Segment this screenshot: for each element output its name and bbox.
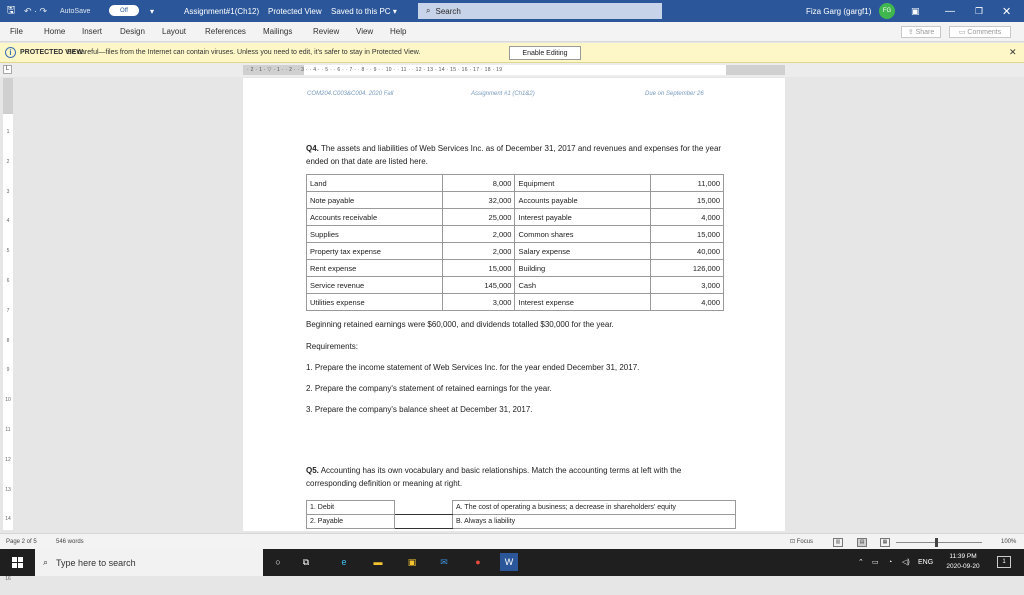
- comments-button[interactable]: [949, 26, 1011, 38]
- tab-references[interactable]: References: [205, 27, 246, 36]
- clock-time: 11:39 PM: [949, 553, 977, 560]
- account-name: Building: [515, 260, 651, 277]
- ruler-tick-label: 13: [5, 486, 11, 493]
- tab-mailings[interactable]: Mailings: [263, 27, 293, 36]
- account-amount: 32,000: [442, 192, 515, 209]
- tab-view[interactable]: View: [356, 27, 374, 36]
- protected-view-label: Protected View: [268, 6, 322, 16]
- answer-blank: [395, 501, 453, 515]
- vertical-ruler-ticks: [3, 118, 13, 595]
- zoom-slider-thumb[interactable]: [935, 538, 938, 547]
- tab-design[interactable]: Design: [120, 27, 145, 36]
- tab-layout[interactable]: Layout: [162, 27, 187, 36]
- matching-definition: B. Always a liability: [453, 515, 736, 529]
- restore-icon[interactable]: ❐: [975, 5, 984, 16]
- share-label: Share: [915, 28, 935, 36]
- horizontal-ruler[interactable]: [243, 65, 785, 75]
- avatar[interactable]: FG: [879, 3, 895, 19]
- account-name: Property tax expense: [307, 243, 443, 260]
- title-bar: [0, 0, 1024, 22]
- account-amount: 25,000: [442, 209, 515, 226]
- account-name: Cash: [515, 277, 651, 294]
- tab-review[interactable]: Review: [313, 27, 340, 36]
- protected-view-message: Be careful—files from the Internet can contain viruses. Unless you need to edit, it's safer to stay in Protected View.: [67, 49, 421, 56]
- header-assignment: Assignment #1 (Ch1&2): [471, 91, 535, 97]
- word-count[interactable]: 546 words: [56, 539, 84, 545]
- ruler-tick-label: 6: [6, 277, 10, 284]
- table-row: [307, 260, 724, 277]
- header-course: COM204.C003&C004. 2020 Fall: [307, 91, 394, 97]
- ruler-tick-label: 8: [6, 337, 10, 344]
- account-name: Land: [307, 175, 443, 192]
- account-name: Common shares: [515, 226, 651, 243]
- ribbon-display-options-icon[interactable]: ▣: [911, 5, 920, 16]
- search-placeholder: Search: [435, 6, 461, 16]
- account-name: Accounts receivable: [307, 209, 443, 226]
- account-amount: 15,000: [651, 192, 724, 209]
- file-explorer-icon[interactable]: ▬: [373, 557, 383, 567]
- chrome-icon[interactable]: ●: [475, 557, 481, 567]
- focus-mode-button[interactable]: [790, 534, 813, 550]
- search-icon: ⌕: [426, 6, 431, 15]
- status-bar: [0, 533, 1024, 549]
- ruler-tick-label: 9: [6, 367, 10, 374]
- requirements-heading: Requirements:: [306, 342, 359, 351]
- table-row: [307, 175, 724, 192]
- account-amount: 8,000: [442, 175, 515, 192]
- account-amount: 145,000: [442, 277, 515, 294]
- page-count[interactable]: Page 2 of 5: [6, 539, 37, 545]
- account-name: Accounts payable: [515, 192, 651, 209]
- save-status-text: Saved to this PC: [331, 6, 391, 16]
- notifications-icon[interactable]: 1: [997, 556, 1011, 568]
- tray-chevron-icon[interactable]: ⌃: [858, 559, 864, 566]
- question-5-text: Accounting has its own vocabulary and basic relationships. Match the accounting terms at left with the corresponding definition or meaning at right.: [306, 466, 682, 488]
- customize-toolbar-icon[interactable]: ▾: [150, 6, 155, 16]
- save-icon[interactable]: 🖫: [6, 4, 16, 16]
- matching-term: 1. Debit: [307, 501, 395, 515]
- word-icon[interactable]: W: [500, 553, 518, 571]
- question-5-label: Q5.: [306, 466, 319, 475]
- enable-editing-button[interactable]: Enable Editing: [509, 46, 581, 60]
- ruler-tick-label: 1: [6, 129, 10, 135]
- account-amount: 15,000: [651, 226, 724, 243]
- tab-selector[interactable]: L: [3, 65, 12, 74]
- account-amount: 4,000: [651, 209, 724, 226]
- focus-label: Focus: [796, 539, 814, 545]
- requirement-item: 2. Prepare the company's statement of retained earnings for the year.: [306, 384, 552, 393]
- table-row: [307, 515, 736, 529]
- account-amount: 2,000: [442, 226, 515, 243]
- account-amount: 3,000: [651, 277, 724, 294]
- requirement-item: 1. Prepare the income statement of Web Services Inc. for the year ended December 31, 2017.: [306, 363, 640, 372]
- ruler-tick-label: 7: [6, 307, 10, 314]
- document-title: Assignment#1(Ch12): [184, 6, 260, 16]
- comment-icon: ▭: [958, 29, 966, 36]
- save-status[interactable]: Saved to this PC ▾: [331, 6, 397, 16]
- vertical-ruler[interactable]: [3, 78, 13, 582]
- print-layout-icon[interactable]: ▤: [857, 538, 867, 547]
- comments-label: Comments: [967, 28, 1002, 36]
- ruler-tick-label: 16: [5, 575, 11, 582]
- table-row: [307, 192, 724, 209]
- mail-icon[interactable]: ✉: [440, 556, 448, 567]
- search-box[interactable]: [418, 3, 662, 19]
- search-icon: ⌕: [43, 557, 49, 567]
- answer-blank: [395, 515, 453, 529]
- accounts-table: [306, 174, 724, 311]
- protected-view-title: PROTECTED VIEW: [20, 49, 84, 56]
- account-name: Salary expense: [515, 243, 651, 260]
- zoom-slider[interactable]: [896, 542, 982, 543]
- question-4: [306, 142, 726, 168]
- autosave-label: AutoSave: [60, 7, 91, 15]
- ruler-tick-label: 14: [5, 516, 11, 523]
- account-name: Utilities expense: [307, 294, 443, 311]
- share-icon: ⇪: [907, 29, 914, 36]
- zoom-level[interactable]: 100%: [1001, 539, 1017, 545]
- account-amount: 15,000: [442, 260, 515, 277]
- account-amount: 2,000: [442, 243, 515, 260]
- autosave-state: Off: [120, 7, 128, 14]
- ruler-tick-label: 10: [5, 397, 11, 404]
- tray-language[interactable]: ENG: [918, 559, 934, 566]
- close-icon[interactable]: ✕: [1009, 47, 1017, 57]
- tray-network-icon[interactable]: ◔: [888, 559, 893, 566]
- ruler-tick-label: 2: [6, 158, 10, 165]
- account-name: Rent expense: [307, 260, 443, 277]
- tab-help[interactable]: Help: [390, 27, 407, 36]
- account-name: Interest expense: [515, 294, 651, 311]
- edge-icon[interactable]: e: [341, 557, 347, 567]
- minimize-icon[interactable]: —: [945, 5, 955, 17]
- ruler-tick-label: 4: [6, 218, 10, 225]
- header-due-date: Due on September 26: [645, 91, 704, 97]
- account-name: Note payable: [307, 192, 443, 209]
- tab-file[interactable]: File: [10, 27, 23, 36]
- store-icon[interactable]: ▣: [407, 556, 417, 567]
- table-row: [307, 277, 724, 294]
- question-4-label: Q4.: [306, 144, 319, 153]
- clock[interactable]: [938, 552, 988, 572]
- protected-view-bar: [0, 43, 1024, 63]
- account-amount: 4,000: [651, 294, 724, 311]
- undo-icon[interactable]: ↶ · ↷: [24, 5, 48, 16]
- matching-term: 2. Payable: [307, 515, 395, 529]
- cortana-icon[interactable]: ○: [275, 557, 281, 567]
- tab-insert[interactable]: Insert: [82, 27, 103, 36]
- account-amount: 126,000: [651, 260, 724, 277]
- account-name: Supplies: [307, 226, 443, 243]
- clock-date: 2020-09-20: [946, 563, 980, 570]
- document-page[interactable]: [243, 78, 785, 531]
- ruler-tick-label: 5: [6, 248, 10, 255]
- matching-table: [306, 500, 736, 529]
- table-row: [307, 294, 724, 311]
- tab-home[interactable]: Home: [44, 27, 66, 36]
- read-mode-icon[interactable]: ▥: [833, 538, 843, 547]
- taskbar: [0, 549, 1024, 576]
- taskbar-search[interactable]: [35, 549, 263, 576]
- ruler-ticks: · 2 · 1 · ▽ · 1 · · 2 · · 3 · · 4 · · 5 · · 6 · · 7 · · 8 · · 9 · · 10 · · 11 · · 12 · 13 · 14 · 15 · 16 · 17 · 18 · 19: [247, 67, 503, 73]
- table-row: [307, 243, 724, 260]
- table-row: [307, 501, 736, 515]
- tray-battery-icon[interactable]: ▭: [872, 559, 879, 566]
- account-name: Interest payable: [515, 209, 651, 226]
- user-name[interactable]: Fiza Garg (gargf1): [806, 6, 872, 16]
- close-icon[interactable]: ✕: [1002, 5, 1012, 18]
- tray-volume-icon[interactable]: ◁): [902, 559, 910, 566]
- top-margin-shade: [3, 78, 13, 114]
- matching-definition: A. The cost of operating a business; a decrease in shareholders' equity: [453, 501, 736, 515]
- table-row: [307, 226, 724, 243]
- account-amount: 40,000: [651, 243, 724, 260]
- web-layout-icon[interactable]: ▦: [880, 538, 890, 547]
- ruler-tick-label: 11: [5, 426, 11, 433]
- info-icon: i: [5, 47, 16, 58]
- account-amount: 11,000: [651, 175, 724, 192]
- taskbar-search-placeholder: Type here to search: [56, 557, 136, 568]
- ruler-tick-label: 3: [6, 188, 10, 195]
- retained-earnings-note: Beginning retained earnings were $60,000, and dividends totalled $30,000 for the year.: [306, 320, 614, 329]
- table-row: [307, 209, 724, 226]
- requirement-item: 3. Prepare the company's balance sheet at December 31, 2017.: [306, 405, 533, 414]
- question-5: [306, 464, 726, 490]
- focus-icon: ⊡: [790, 539, 796, 545]
- task-view-icon[interactable]: ⧉: [302, 556, 310, 567]
- question-4-text: The assets and liabilities of Web Services Inc. as of December 31, 2017 and revenues and expenses for the year ended on that date are listed here.: [306, 144, 722, 166]
- account-name: Equipment: [515, 175, 651, 192]
- account-amount: 3,000: [442, 294, 515, 311]
- share-button[interactable]: [901, 26, 941, 38]
- ribbon-tabs: [0, 22, 1024, 42]
- ruler-tick-label: 12: [5, 456, 11, 463]
- autosave-toggle[interactable]: [109, 5, 139, 16]
- account-name: Service revenue: [307, 277, 443, 294]
- windows-start-icon[interactable]: [12, 557, 23, 568]
